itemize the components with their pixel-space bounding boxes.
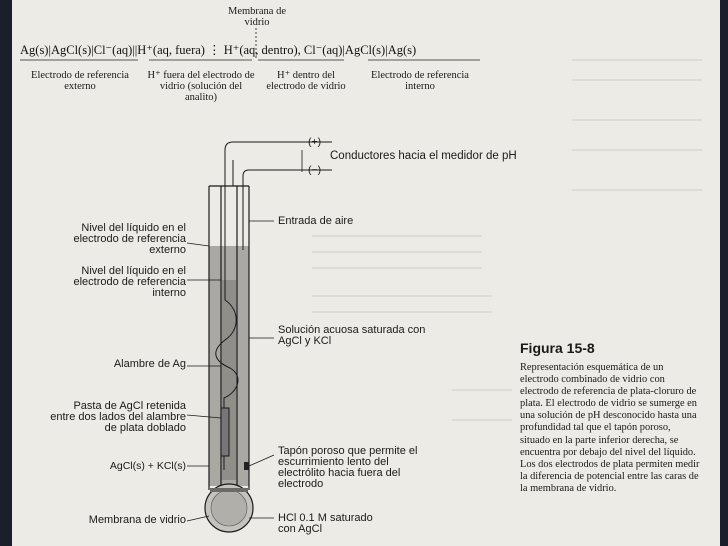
wire-minus <box>243 170 332 250</box>
figure-caption: Representación esquemática de un electrodo combinado de vidrio con electrodo de referencia de plata-cloruro de plata. El electrodo de vidrio se sumerge en una solución de pH desconocido hasta una profundidad tal que el tapón poroso, situado en la parte inferior derecha, se encuentra por debajo del nivel del líquido. Los dos electrodos de plata permiten medir la diferencia de potencial entre las caras de la membrana de vidrio. <box>520 362 700 494</box>
glass-bulb-inner <box>211 490 247 526</box>
porous-plug-mark <box>244 462 249 470</box>
level-internal-label: Nivel del líquido en el electrodo de referencia interno <box>73 265 186 299</box>
solution-label: Solución acuosa saturada con AgCl y KCl <box>278 324 426 347</box>
label-h-inside: H⁺ dentro del electrodo de vidrio <box>266 70 346 92</box>
solid-deposit <box>210 488 248 492</box>
textbook-page <box>12 0 720 546</box>
agcl-paste-label: Pasta de AgCl retenida entre dos lados del alambre de plata doblado <box>50 400 186 434</box>
air-inlet-label: Entrada de aire <box>278 215 354 227</box>
hcl-label: HCl 0.1 M saturado con AgCl <box>278 512 373 535</box>
terminal-minus: (−) <box>308 164 322 176</box>
porous-plug-label: Tapón poroso que permite el escurrimiento lento del electrólito hacia fuera del electrodo <box>278 445 418 490</box>
membrane-label: Membrana de vidrio <box>227 6 287 28</box>
cell-notation: Ag(s)|AgCl(s)|Cl⁻(aq)||H⁺(aq, fuera) ⋮ H⁺(aq, dentro), Cl⁻(aq)|AgCl(s)|Ag(s) <box>20 43 417 57</box>
agcl-paste-rect <box>221 408 229 456</box>
leader-level-external <box>187 243 209 246</box>
conductors-label: Conductores hacia el medidor de pH <box>330 150 517 162</box>
terminal-plus: (+) <box>308 136 322 148</box>
figure-title: Figura 15-8 <box>520 340 595 356</box>
leader-porous-plug <box>249 455 274 466</box>
ag-wire-label: Alambre de Ag <box>113 358 186 370</box>
leader-glass-membrane <box>187 516 209 521</box>
glass-membrane-label: Membrana de vidrio <box>88 514 186 526</box>
level-external-label: Nivel del líquido en el electrodo de referencia externo <box>73 222 186 256</box>
label-ref-internal: Electrodo de referencia interno <box>371 70 469 92</box>
label-h-outside: H⁺ fuera del electrodo de vidrio (solución del analito) <box>147 70 255 103</box>
agcl-kcl-label: AgCl(s) + KCl(s) <box>109 460 186 472</box>
label-ref-external: Electrodo de referencia externo <box>31 70 129 92</box>
